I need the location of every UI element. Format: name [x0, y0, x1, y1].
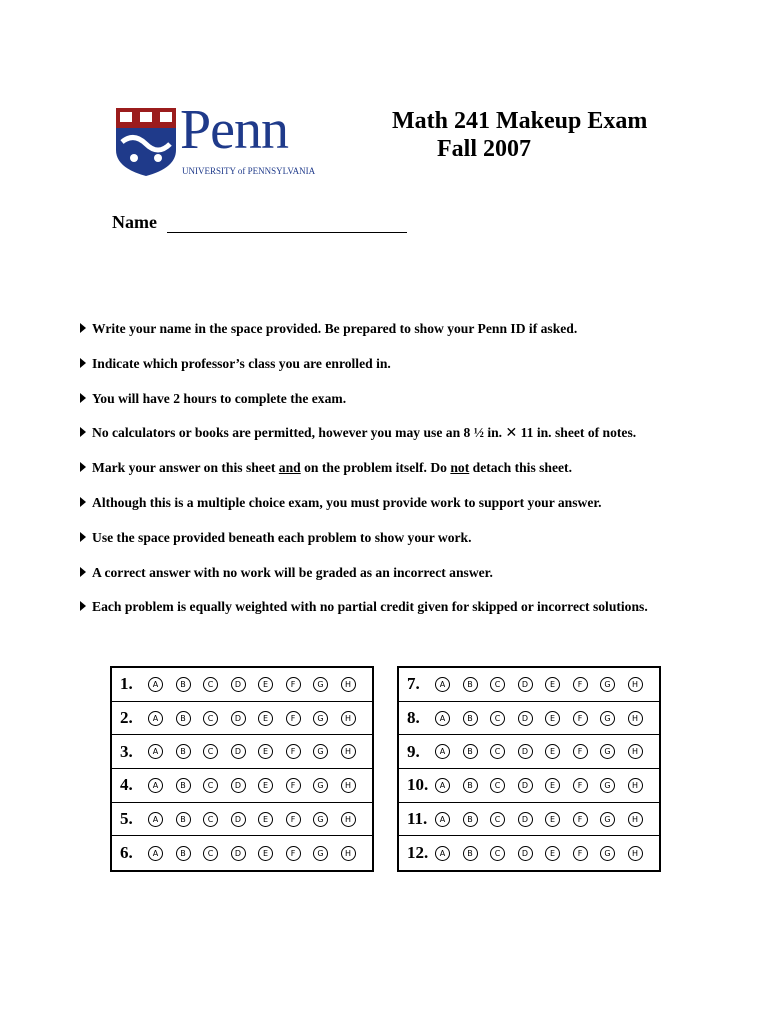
answer-bubble-b[interactable]: B: [463, 744, 478, 759]
answer-bubble-h[interactable]: H: [628, 711, 643, 726]
answer-bubble-b[interactable]: B: [176, 677, 191, 692]
answer-row: [399, 702, 659, 736]
answer-bubble-d[interactable]: D: [518, 711, 533, 726]
answer-bubble-b[interactable]: B: [463, 846, 478, 861]
answer-bubble-a[interactable]: A: [148, 711, 163, 726]
answer-bubble-f[interactable]: F: [286, 846, 301, 861]
instruction-text: Mark your answer on this sheet: [92, 460, 279, 476]
answer-bubble-h[interactable]: H: [628, 677, 643, 692]
bullet-triangle-icon: [80, 601, 86, 611]
answer-bubble-g[interactable]: G: [313, 812, 328, 827]
answer-bubble-c[interactable]: C: [490, 711, 505, 726]
bullet-triangle-icon: [80, 497, 86, 507]
instruction-text: You will have 2 hours to complete the exam.: [92, 390, 347, 406]
name-label: Name: [112, 212, 157, 232]
answer-bubble-f[interactable]: F: [286, 812, 301, 827]
answer-bubble-d[interactable]: D: [231, 744, 246, 759]
answer-bubble-c[interactable]: C: [203, 846, 218, 861]
instruction-text: on the problem itself. Do: [300, 460, 451, 476]
answer-bubble-d[interactable]: D: [231, 711, 246, 726]
answer-bubble-g[interactable]: G: [313, 711, 328, 726]
answer-bubble-h[interactable]: H: [628, 812, 643, 827]
question-number: 8.: [407, 708, 420, 728]
answer-row: [399, 803, 659, 837]
logo-subtitle: UNIVERSITY of PENNSYLVANIA: [182, 166, 316, 176]
answer-bubble-h[interactable]: H: [341, 812, 356, 827]
answer-bubble-d[interactable]: D: [231, 846, 246, 861]
answer-row: [112, 702, 372, 736]
instruction-item: [80, 598, 648, 633]
answer-bubble-c[interactable]: C: [203, 711, 218, 726]
emphasized-word: and: [278, 460, 301, 476]
answer-bubble-f[interactable]: F: [286, 744, 301, 759]
exam-title: [392, 107, 647, 163]
answer-bubble-e[interactable]: E: [258, 677, 273, 692]
answer-bubble-h[interactable]: H: [341, 677, 356, 692]
answer-bubble-h[interactable]: H: [628, 778, 643, 793]
answer-bubble-b[interactable]: B: [463, 778, 478, 793]
answer-bubble-c[interactable]: C: [203, 677, 218, 692]
penn-logo: [116, 99, 336, 178]
answer-bubble-g[interactable]: G: [600, 846, 615, 861]
answer-bubbles: [148, 744, 368, 759]
logo-wordmark: Penn: [180, 99, 288, 161]
answer-bubble-a[interactable]: A: [148, 846, 163, 861]
instruction-item: [80, 564, 648, 599]
question-number: 11.: [407, 809, 428, 829]
answer-bubble-d[interactable]: D: [518, 677, 533, 692]
answer-bubbles: [148, 812, 368, 827]
instruction-item: [80, 494, 648, 529]
answer-bubble-c[interactable]: C: [490, 744, 505, 759]
exam-title-line1: Math 241 Makeup Exam: [392, 108, 648, 134]
answer-bubble-e[interactable]: E: [545, 744, 560, 759]
answer-bubble-c[interactable]: C: [490, 812, 505, 827]
name-blank-line[interactable]: [167, 214, 407, 233]
instruction-item: [80, 529, 648, 564]
answer-bubble-c[interactable]: C: [490, 846, 505, 861]
answer-bubble-c[interactable]: C: [490, 677, 505, 692]
answer-bubble-a[interactable]: A: [148, 812, 163, 827]
answer-bubbles: [148, 711, 368, 726]
answer-bubble-f[interactable]: F: [573, 744, 588, 759]
answer-bubble-g[interactable]: G: [600, 677, 615, 692]
instruction-text: Each problem is equally weighted with no partial credit given for skipped or incorrect solutions.: [92, 599, 648, 615]
answer-bubble-f[interactable]: F: [286, 778, 301, 793]
answer-bubble-c[interactable]: C: [490, 778, 505, 793]
answer-bubble-d[interactable]: D: [518, 744, 533, 759]
question-number: 2.: [120, 708, 133, 728]
instruction-item: [80, 390, 648, 425]
answer-bubble-f[interactable]: F: [286, 677, 301, 692]
instruction-text: Write your name in the space provided. Be prepared to show your Penn ID if asked.: [92, 321, 578, 336]
bullet-triangle-icon: [80, 323, 86, 333]
answer-bubble-a[interactable]: A: [148, 677, 163, 692]
answer-bubble-a[interactable]: A: [435, 744, 450, 759]
answer-bubble-d[interactable]: D: [231, 677, 246, 692]
bullet-triangle-icon: [80, 358, 86, 368]
answer-bubble-g[interactable]: G: [313, 677, 328, 692]
question-number: 5.: [120, 809, 133, 829]
answer-bubble-d[interactable]: D: [231, 778, 246, 793]
answer-bubble-e[interactable]: E: [258, 812, 273, 827]
answer-bubble-g[interactable]: G: [600, 744, 615, 759]
bullet-triangle-icon: [80, 532, 86, 542]
answer-row: [112, 836, 372, 870]
instruction-text: No calculators or books are permitted, however you may use an 8 ½ in.: [92, 425, 506, 441]
answer-bubble-h[interactable]: H: [341, 846, 356, 861]
answer-bubble-b[interactable]: B: [176, 744, 191, 759]
question-number: 4.: [120, 775, 133, 795]
answer-bubble-f[interactable]: F: [286, 711, 301, 726]
answer-grid-right: [397, 666, 661, 872]
answer-row: [399, 668, 659, 702]
answer-bubble-a[interactable]: A: [435, 711, 450, 726]
answer-bubbles: [148, 846, 368, 861]
question-number: 3.: [120, 741, 133, 761]
answer-bubbles: [435, 846, 655, 861]
answer-bubble-a[interactable]: A: [435, 812, 450, 827]
answer-bubble-e[interactable]: E: [258, 744, 273, 759]
answer-bubble-b[interactable]: B: [463, 711, 478, 726]
bullet-triangle-icon: [80, 427, 86, 437]
instruction-text: detach this sheet.: [469, 460, 572, 476]
answer-bubble-g[interactable]: G: [313, 846, 328, 861]
answer-bubble-g[interactable]: G: [600, 812, 615, 827]
answer-bubble-d[interactable]: D: [518, 812, 533, 827]
answer-bubble-a[interactable]: A: [435, 846, 450, 861]
times-icon: ✕: [505, 425, 518, 442]
name-field-row: [112, 212, 407, 233]
answer-bubble-f[interactable]: F: [573, 778, 588, 793]
answer-bubble-h[interactable]: H: [341, 778, 356, 793]
answer-bubble-g[interactable]: G: [600, 711, 615, 726]
answer-row: [399, 735, 659, 769]
answer-bubble-a[interactable]: A: [148, 778, 163, 793]
instruction-text: Use the space provided beneath each problem to show your work.: [92, 529, 472, 545]
instruction-item: [80, 355, 648, 390]
answer-bubbles: [148, 778, 368, 793]
answer-bubble-b[interactable]: B: [176, 711, 191, 726]
answer-bubble-e[interactable]: E: [545, 711, 560, 726]
answer-bubble-f[interactable]: F: [573, 812, 588, 827]
answer-bubble-d[interactable]: D: [518, 778, 533, 793]
answer-bubbles: [435, 677, 655, 692]
answer-row: [112, 803, 372, 837]
answer-bubble-b[interactable]: B: [463, 812, 478, 827]
answer-row: [112, 668, 372, 702]
answer-bubble-h[interactable]: H: [341, 744, 356, 759]
question-number: 1.: [120, 674, 133, 694]
bullet-triangle-icon: [80, 393, 86, 403]
answer-bubble-b[interactable]: B: [176, 812, 191, 827]
instruction-text: 11 in. sheet of notes.: [517, 425, 637, 441]
instruction-item: [80, 459, 648, 494]
answer-bubble-e[interactable]: E: [545, 778, 560, 793]
answer-bubble-g[interactable]: G: [313, 778, 328, 793]
question-number: 6.: [120, 843, 133, 863]
answer-row: [399, 836, 659, 870]
answer-bubble-b[interactable]: B: [176, 846, 191, 861]
answer-bubble-h[interactable]: H: [628, 744, 643, 759]
answer-bubble-c[interactable]: C: [203, 778, 218, 793]
answer-bubble-g[interactable]: G: [600, 778, 615, 793]
answer-bubble-a[interactable]: A: [435, 677, 450, 692]
answer-bubble-f[interactable]: F: [573, 677, 588, 692]
bullet-triangle-icon: [80, 567, 86, 577]
answer-bubble-d[interactable]: D: [231, 812, 246, 827]
instruction-text: A correct answer with no work will be graded as an incorrect answer.: [92, 564, 493, 580]
answer-bubbles: [435, 711, 655, 726]
instruction-item: [80, 424, 648, 459]
answer-bubble-e[interactable]: E: [545, 677, 560, 692]
answer-bubbles: [435, 744, 655, 759]
answer-bubble-e[interactable]: E: [258, 711, 273, 726]
answer-bubble-b[interactable]: B: [463, 677, 478, 692]
answer-grid-left: [110, 666, 374, 872]
question-number: 12.: [407, 843, 429, 863]
emphasized-word: not: [450, 460, 470, 476]
answer-bubbles: [435, 812, 655, 827]
instruction-item: [80, 320, 648, 355]
answer-row: [399, 769, 659, 803]
answer-bubble-f[interactable]: F: [573, 711, 588, 726]
instructions-list: [80, 320, 648, 633]
answer-bubble-c[interactable]: C: [203, 744, 218, 759]
answer-bubble-f[interactable]: F: [573, 846, 588, 861]
question-number: 10.: [407, 775, 429, 795]
answer-bubble-g[interactable]: G: [313, 744, 328, 759]
answer-bubble-e[interactable]: E: [258, 778, 273, 793]
answer-bubble-c[interactable]: C: [203, 812, 218, 827]
answer-row: [112, 735, 372, 769]
answer-bubble-e[interactable]: E: [545, 812, 560, 827]
answer-bubble-a[interactable]: A: [148, 744, 163, 759]
answer-bubble-d[interactable]: D: [518, 846, 533, 861]
answer-bubbles: [148, 677, 368, 692]
answer-bubble-h[interactable]: H: [341, 711, 356, 726]
answer-bubbles: [435, 778, 655, 793]
exam-title-line2: Fall 2007: [437, 136, 531, 162]
answer-bubble-e[interactable]: E: [545, 846, 560, 861]
answer-row: [112, 769, 372, 803]
bullet-triangle-icon: [80, 462, 86, 472]
answer-bubble-e[interactable]: E: [258, 846, 273, 861]
question-number: 9.: [407, 741, 420, 761]
answer-bubble-a[interactable]: A: [435, 778, 450, 793]
question-number: 7.: [407, 674, 420, 694]
instruction-text: Although this is a multiple choice exam, you must provide work to support your answer.: [92, 494, 602, 510]
answer-bubble-b[interactable]: B: [176, 778, 191, 793]
answer-bubble-h[interactable]: H: [628, 846, 643, 861]
instruction-text: Indicate which professor’s class you are enrolled in.: [92, 355, 391, 371]
